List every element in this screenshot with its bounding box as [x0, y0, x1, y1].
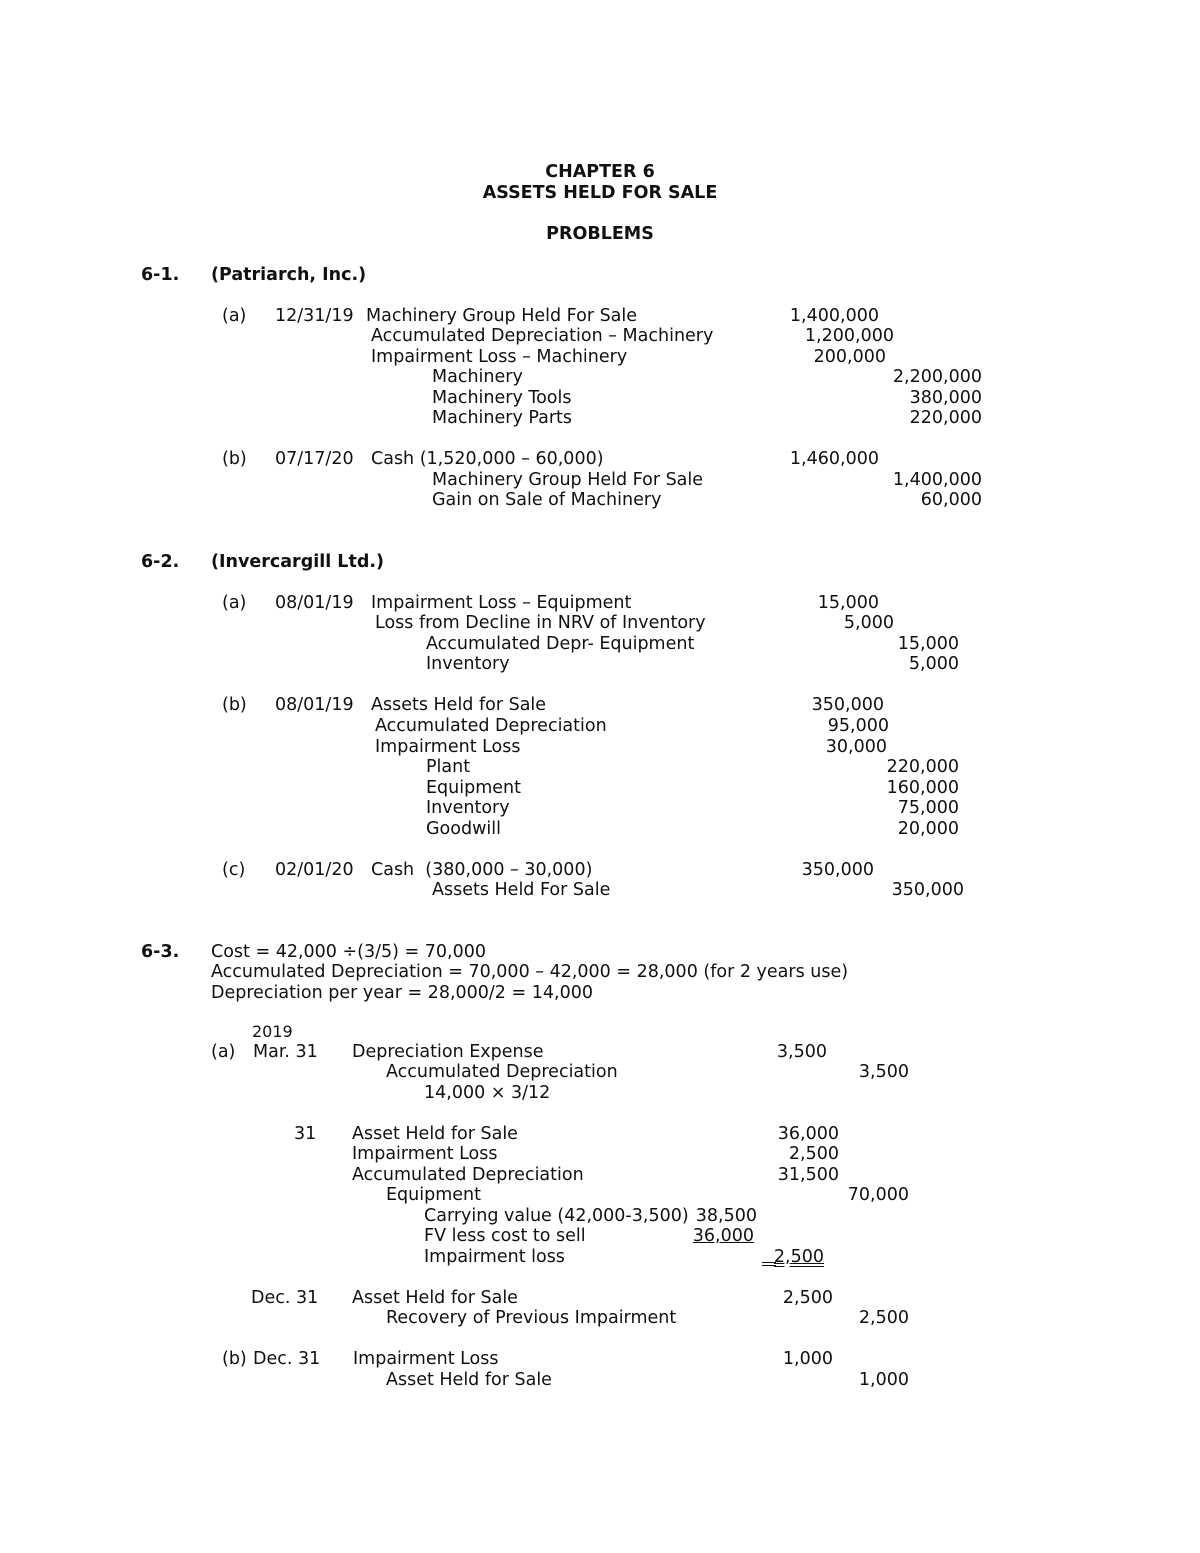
debit-account: Asset Held for Sale	[352, 1124, 518, 1144]
credit-account: Machinery Group Held For Sale	[432, 470, 704, 490]
entry-date: 08/01/19	[275, 695, 354, 715]
calc-value: 36,000	[692, 1226, 754, 1246]
credit-amount: 220,000	[886, 757, 959, 777]
debit-account: Impairment Loss	[375, 737, 521, 757]
computation-line: Accumulated Depreciation = 70,000 – 42,000 = 28,000 (for 2 years use)	[211, 962, 849, 982]
credit-account: Asset Held for Sale	[386, 1370, 552, 1390]
debit-amount: 95,000	[827, 716, 889, 736]
part-label: (a)	[211, 1042, 236, 1062]
credit-account: Plant	[426, 757, 471, 777]
entry-date: Dec. 31	[253, 1349, 321, 1369]
credit-account: Inventory	[426, 654, 510, 674]
debit-account: Accumulated Depreciation – Machinery	[371, 326, 714, 346]
section-heading: PROBLEMS	[546, 224, 654, 244]
entry-date: Dec. 31	[251, 1288, 319, 1308]
debit-account: Machinery Group Held For Sale	[366, 306, 638, 326]
debit-account: Impairment Loss – Machinery	[371, 347, 628, 367]
credit-amount: 75,000	[897, 798, 959, 818]
underline-rule	[762, 1262, 776, 1263]
credit-amount: 5,000	[908, 654, 959, 674]
calc-label: FV less cost to sell	[424, 1226, 586, 1246]
entry-date: 02/01/20	[275, 860, 354, 880]
debit-amount: 15,000	[817, 593, 879, 613]
page-title: ASSETS HELD FOR SALE	[482, 183, 718, 203]
part-label: (c)	[222, 860, 246, 880]
part-label: (a)	[222, 593, 247, 613]
credit-amount: 60,000	[920, 490, 982, 510]
debit-amount: 2,500	[788, 1144, 839, 1164]
credit-amount: 350,000	[891, 880, 964, 900]
calc-total: 2,500	[773, 1247, 824, 1267]
entry-date: 08/01/19	[275, 593, 354, 613]
credit-amount: 15,000	[897, 634, 959, 654]
debit-amount: 2,500	[782, 1288, 833, 1308]
debit-amount: 3,500	[776, 1042, 827, 1062]
debit-account: Impairment Loss – Equipment	[371, 593, 632, 613]
credit-amount: 70,000	[847, 1185, 909, 1205]
credit-account: Machinery	[432, 367, 523, 387]
credit-amount: 1,000	[858, 1370, 909, 1390]
debit-account: Depreciation Expense	[352, 1042, 544, 1062]
problem-number: 6-3.	[141, 942, 180, 962]
debit-amount: 200,000	[813, 347, 886, 367]
credit-amount: 160,000	[886, 778, 959, 798]
computation-line: Depreciation per year = 28,000/2 = 14,000	[211, 983, 593, 1003]
entry-date: 31	[294, 1124, 317, 1144]
credit-account: Inventory	[426, 798, 510, 818]
problem-number: 6-1.	[141, 265, 180, 285]
debit-account: Cash (380,000 – 30,000)	[371, 860, 593, 880]
debit-account: Loss from Decline in NRV of Inventory	[375, 613, 706, 633]
debit-account: Accumulated Depreciation	[375, 716, 607, 736]
company-name: (Patriarch, Inc.)	[211, 265, 367, 285]
debit-amount: 350,000	[811, 695, 884, 715]
calc-label: Carrying value (42,000-3,500)	[424, 1206, 689, 1226]
underline-rule	[762, 1265, 776, 1266]
credit-account: Machinery Tools	[432, 388, 572, 408]
debit-amount: 30,000	[825, 737, 887, 757]
calc-label: Impairment loss	[424, 1247, 565, 1267]
computation-note: 14,000 × 3/12	[424, 1083, 551, 1103]
entry-year: 2019	[252, 1022, 293, 1041]
credit-account: Recovery of Previous Impairment	[386, 1308, 677, 1328]
debit-account: Impairment Loss	[353, 1349, 499, 1369]
debit-amount: 36,000	[777, 1124, 839, 1144]
debit-amount: 1,460,000	[789, 449, 879, 469]
debit-account: Impairment Loss	[352, 1144, 498, 1164]
debit-amount: 5,000	[843, 613, 894, 633]
credit-amount: 380,000	[909, 388, 982, 408]
debit-account: Cash (1,520,000 – 60,000)	[371, 449, 604, 469]
entry-date: 07/17/20	[275, 449, 354, 469]
credit-account: Equipment	[386, 1185, 481, 1205]
credit-amount: 220,000	[909, 408, 982, 428]
entry-date: 12/31/19	[275, 306, 354, 326]
computation-line: Cost = 42,000 ÷(3/5) = 70,000	[211, 942, 486, 962]
debit-amount: 31,500	[777, 1165, 839, 1185]
credit-amount: 20,000	[897, 819, 959, 839]
debit-amount: 1,400,000	[789, 306, 879, 326]
credit-amount: 2,200,000	[892, 367, 982, 387]
credit-account: Equipment	[426, 778, 521, 798]
part-label: (b)	[222, 449, 247, 469]
credit-amount: 1,400,000	[892, 470, 982, 490]
part-label: (a)	[222, 306, 247, 326]
debit-amount: 1,200,000	[804, 326, 894, 346]
credit-account: Accumulated Depreciation	[386, 1062, 618, 1082]
debit-account: Asset Held for Sale	[352, 1288, 518, 1308]
credit-amount: 3,500	[858, 1062, 909, 1082]
part-label: (b)	[222, 1349, 247, 1369]
part-label: (b)	[222, 695, 247, 715]
credit-account: Goodwill	[426, 819, 501, 839]
debit-account: Accumulated Depreciation	[352, 1165, 584, 1185]
credit-amount: 2,500	[858, 1308, 909, 1328]
debit-account: Assets Held for Sale	[371, 695, 547, 715]
debit-amount: 350,000	[801, 860, 874, 880]
chapter-heading: CHAPTER 6	[545, 162, 655, 182]
credit-account: Assets Held For Sale	[432, 880, 611, 900]
entry-date: Mar. 31	[253, 1042, 318, 1062]
credit-account: Gain on Sale of Machinery	[432, 490, 662, 510]
calc-value: 38,500	[695, 1206, 757, 1226]
company-name: (Invercargill Ltd.)	[211, 552, 384, 572]
debit-amount: 1,000	[782, 1349, 833, 1369]
credit-account: Accumulated Depr- Equipment	[426, 634, 695, 654]
credit-account: Machinery Parts	[432, 408, 573, 428]
problem-number: 6-2.	[141, 552, 180, 572]
